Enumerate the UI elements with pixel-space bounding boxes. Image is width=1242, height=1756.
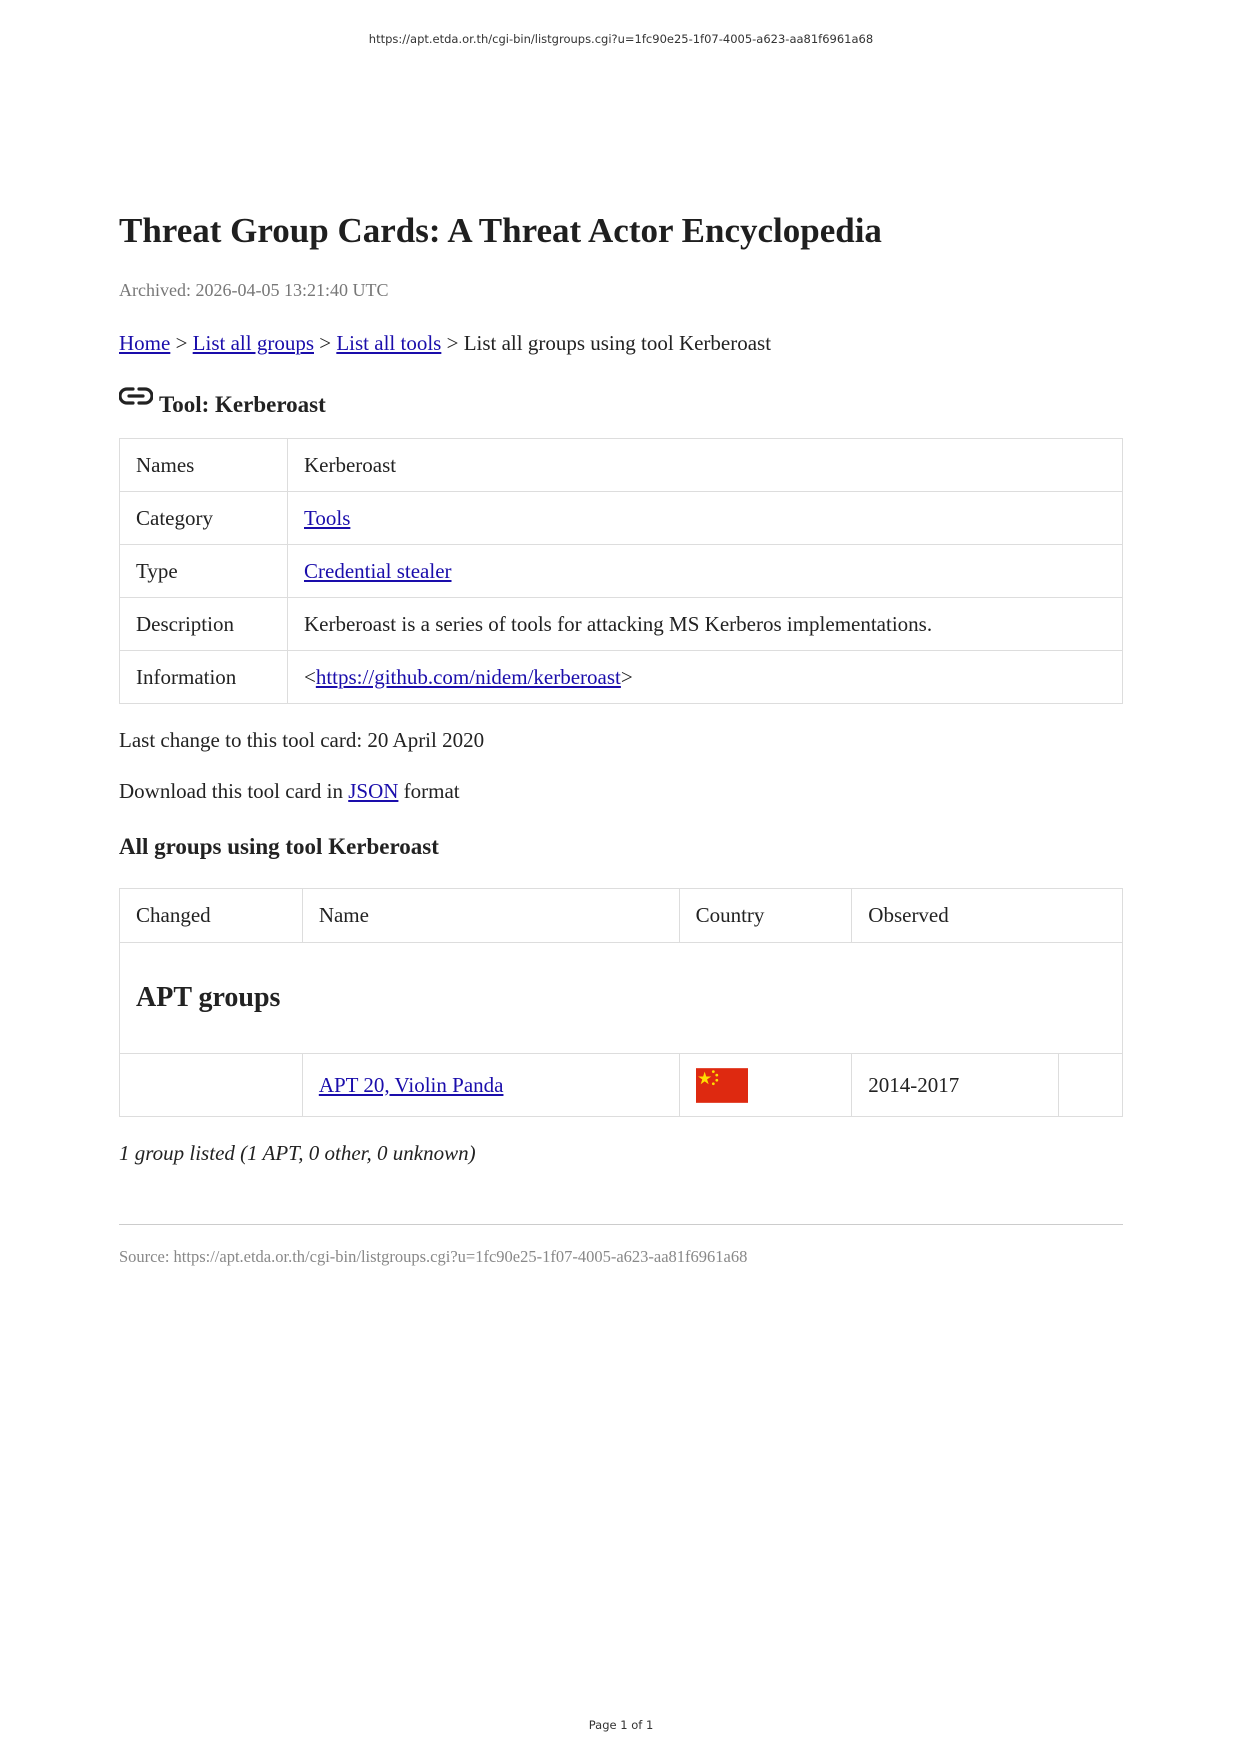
breadcrumb-all-tools-link[interactable]: List all tools xyxy=(336,331,442,355)
breadcrumb-all-groups-link[interactable]: List all groups xyxy=(192,331,314,355)
divider xyxy=(119,1224,1123,1225)
tool-heading-text: Tool: Kerberoast xyxy=(159,392,326,417)
table-row xyxy=(120,651,1123,704)
breadcrumb-current: List all groups using tool Kerberoast xyxy=(463,331,772,355)
print-header-url: https://apt.etda.or.th/cgi-bin/listgroups.cgi?u=1fc90e25-1f07-4005-a623-aa81f6961a68 xyxy=(368,32,874,46)
github-link[interactable]: https://github.com/nidem/kerberoast xyxy=(315,664,621,689)
last-change-text: Last change to this tool card: 20 April 2020 xyxy=(119,728,485,752)
group-name-cell xyxy=(302,1054,679,1117)
section-apt-groups: APT groups xyxy=(120,943,1123,1054)
groups-table xyxy=(119,888,1123,1117)
groups-summary: 1 group listed (1 APT, 0 other, 0 unknown) xyxy=(119,1141,476,1165)
page-title: Threat Group Cards: A Threat Actor Encyclopedia xyxy=(119,211,882,250)
group-name-link[interactable]: APT 20, Violin Panda xyxy=(318,1072,504,1097)
download-suffix: format xyxy=(398,779,460,803)
category-link[interactable]: Tools xyxy=(304,505,351,530)
table-header-row xyxy=(120,889,1123,943)
table-row xyxy=(120,598,1123,651)
download-line xyxy=(119,779,1123,804)
group-changed xyxy=(120,1054,303,1117)
page-number: Page 1 of 1 xyxy=(588,1718,654,1732)
angle-close: > xyxy=(620,664,633,689)
breadcrumb-home-link[interactable]: Home xyxy=(119,331,171,355)
link-icon xyxy=(119,386,153,406)
group-observed: 2014-2017 xyxy=(852,1054,1059,1117)
column-header-observed: Observed xyxy=(852,889,1123,943)
group-country-cell xyxy=(679,1054,852,1117)
source-url: Source: https://apt.etda.or.th/cgi-bin/listgroups.cgi?u=1fc90e25-1f07-4005-a623-aa81f6961a68 xyxy=(119,1247,748,1266)
table-row xyxy=(120,439,1123,492)
groups-heading: All groups using tool Kerberoast xyxy=(119,834,439,859)
json-download-link[interactable]: JSON xyxy=(348,779,399,803)
type-link[interactable]: Credential stealer xyxy=(304,558,452,583)
tool-info-table xyxy=(119,438,1123,704)
description-label: Description xyxy=(120,598,288,651)
section-row xyxy=(120,943,1123,1054)
table-row xyxy=(120,1054,1123,1117)
description-value: Kerberoast is a series of tools for attacking MS Kerberos implementations. xyxy=(288,598,1123,651)
china-flag-icon xyxy=(696,1068,748,1103)
information-label: Information xyxy=(120,651,288,704)
table-row xyxy=(120,492,1123,545)
information-cell xyxy=(288,651,1123,704)
breadcrumb xyxy=(119,331,1123,356)
tool-heading xyxy=(119,386,1123,418)
category-label: Category xyxy=(120,492,288,545)
breadcrumb-separator: > xyxy=(175,331,188,355)
page-content xyxy=(119,210,1123,1267)
names-label: Names xyxy=(120,439,288,492)
category-cell xyxy=(288,492,1123,545)
type-cell xyxy=(288,545,1123,598)
breadcrumb-separator: > xyxy=(319,331,332,355)
column-header-name: Name xyxy=(302,889,679,943)
download-prefix: Download this tool card in xyxy=(119,779,349,803)
names-value: Kerberoast xyxy=(288,439,1123,492)
group-empty-cell xyxy=(1059,1054,1123,1117)
breadcrumb-separator: > xyxy=(446,331,459,355)
archived-timestamp: Archived: 2026-04-05 13:21:40 UTC xyxy=(119,280,389,300)
column-header-country: Country xyxy=(679,889,852,943)
column-header-changed: Changed xyxy=(120,889,303,943)
angle-open: < xyxy=(304,664,316,689)
table-row xyxy=(120,545,1123,598)
type-label: Type xyxy=(120,545,288,598)
